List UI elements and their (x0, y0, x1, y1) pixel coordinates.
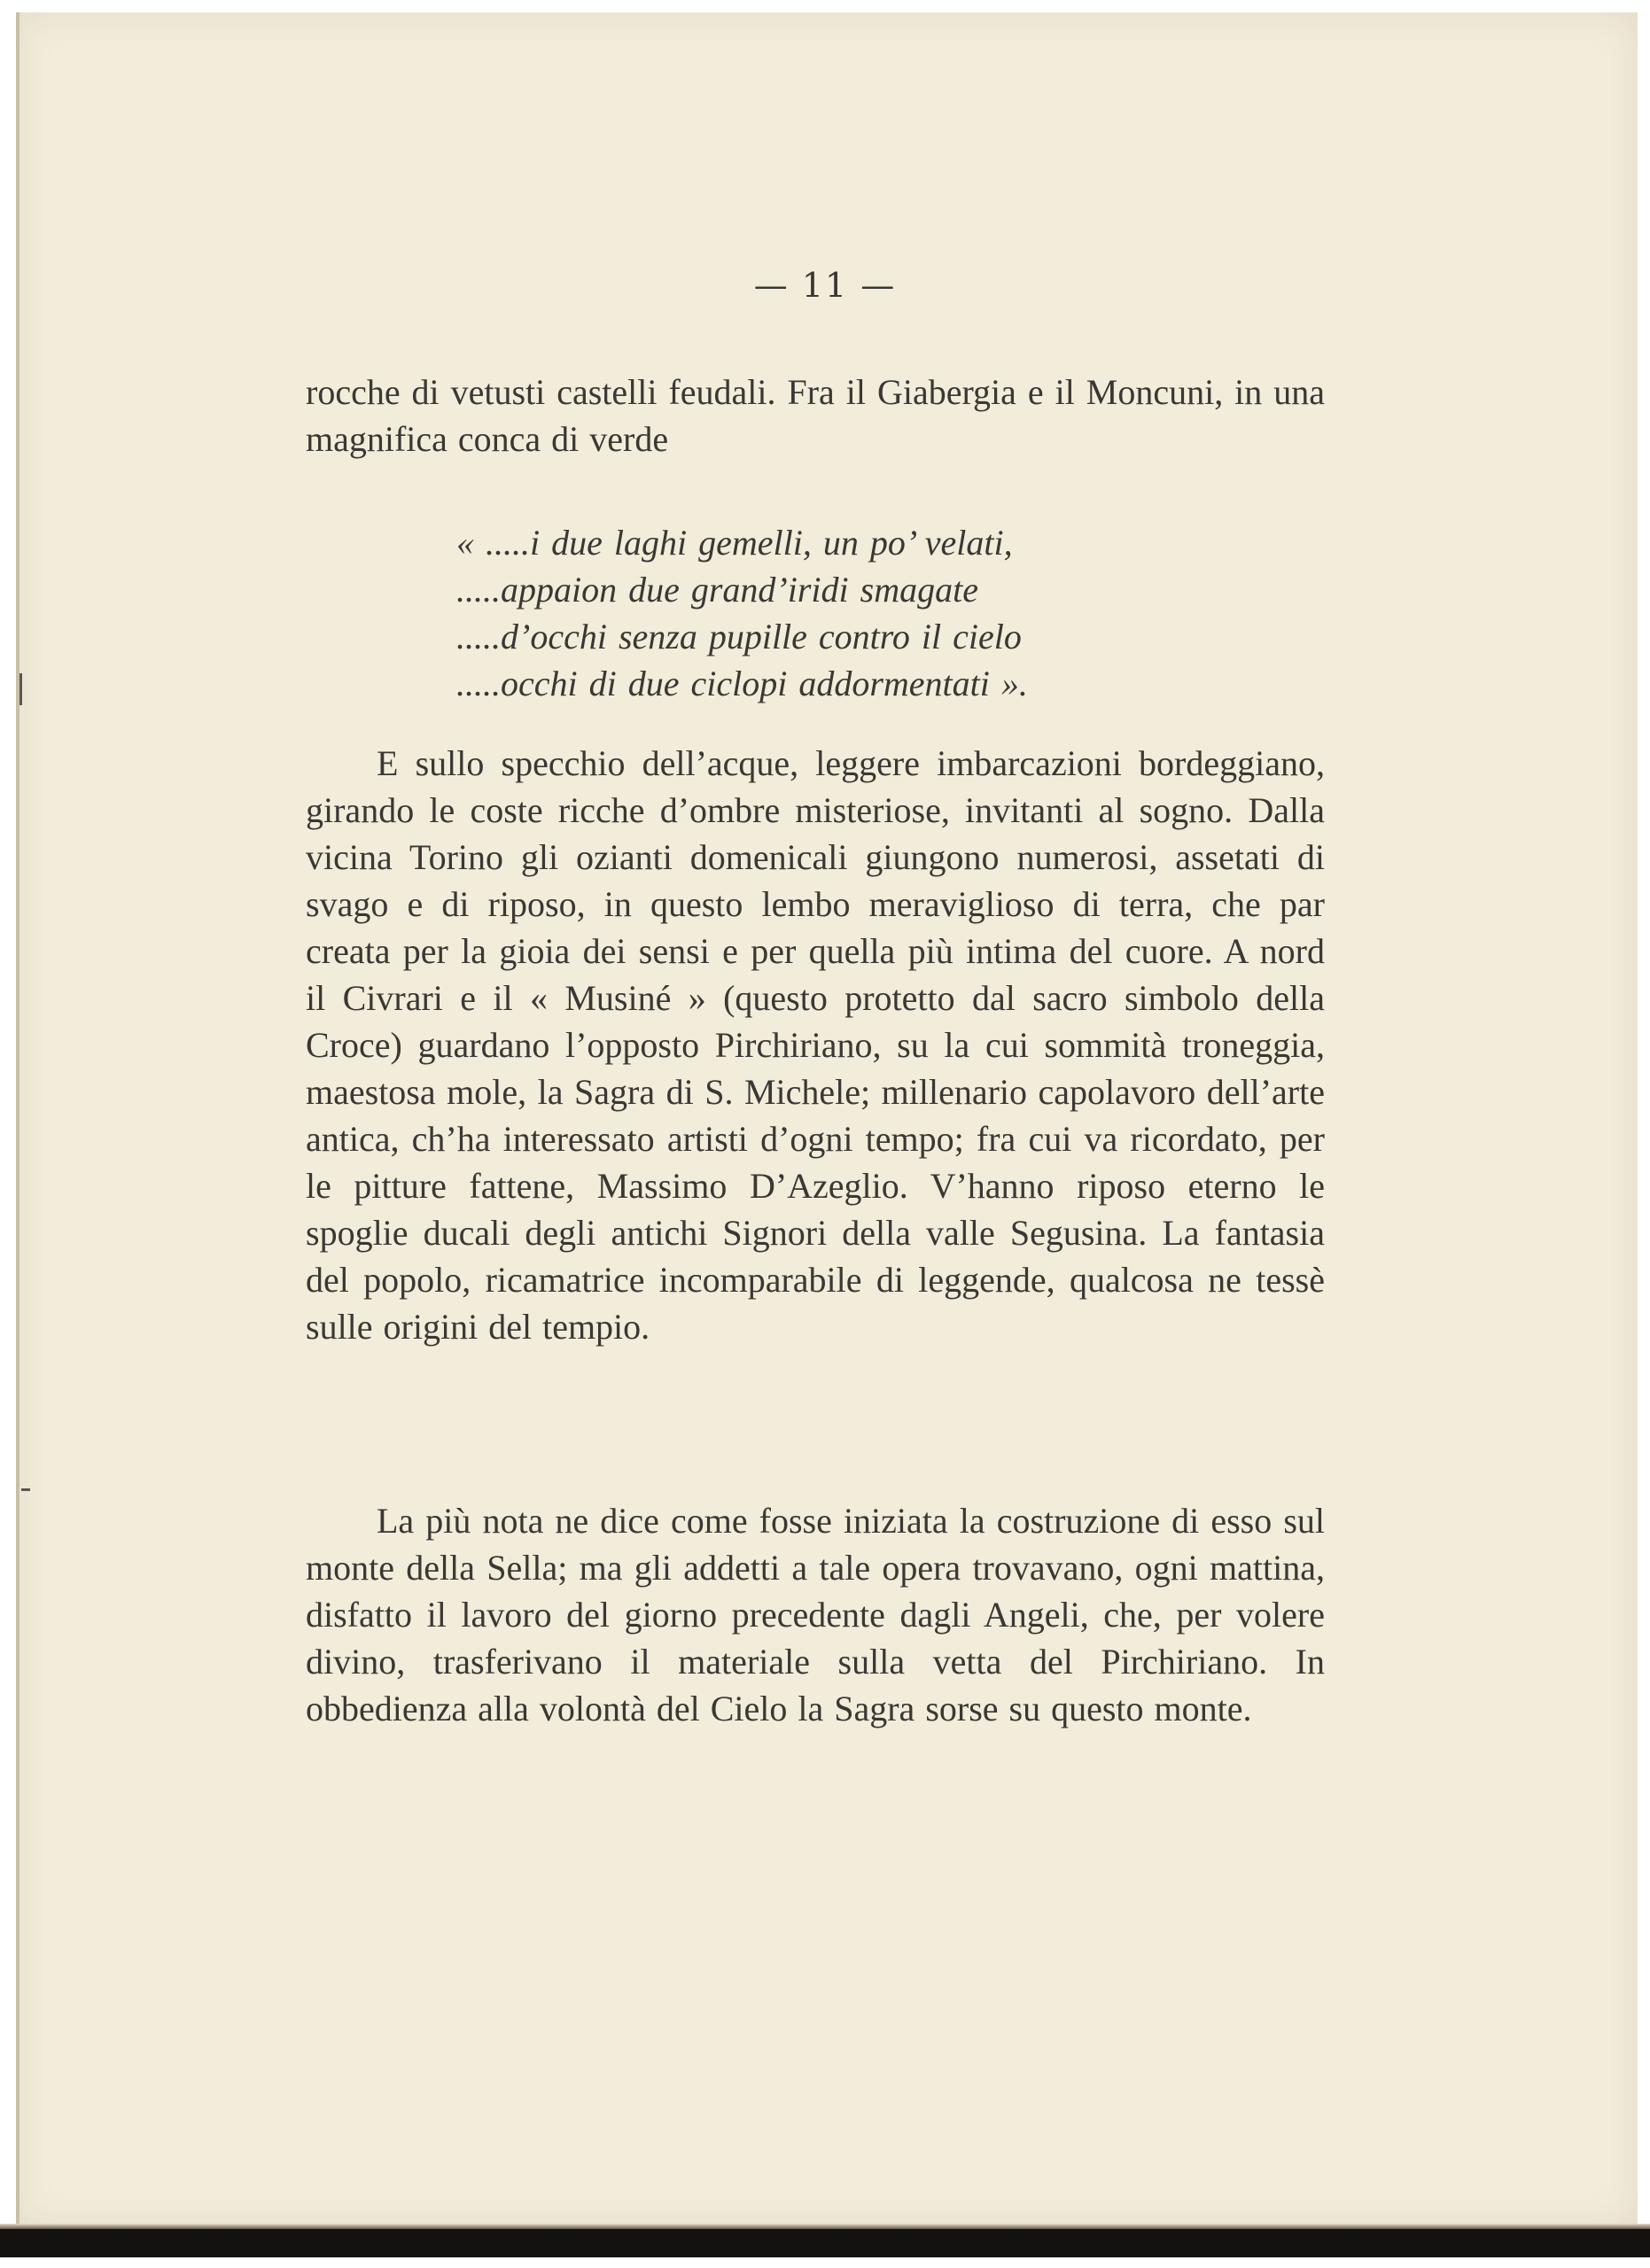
page-number: — 11 — (753, 266, 897, 305)
paragraph-3 (306, 1497, 1325, 1732)
paragraph-3-text: La più nota ne dice come fosse iniziata la costruzione di esso sul monte della Sella; ma gli addetti a tale opera trovavano, ogni mattina, disfatto il lavoro del giorno precedente dagli Angeli, che, per volere divino, trasferivano il materiale sulla vetta del Pirchiriano. In obbedienza alla volontà del Cielo la Sagra sorse su questo monte. (306, 1501, 1325, 1728)
verse-line-1: « .....i due laghi gemelli, un po’ velati, (456, 523, 1013, 563)
paragraph-1 (306, 369, 1325, 462)
verse-line-3: .....d’occhi senza pupille contro il cielo (456, 617, 1022, 656)
paragraph-1-text: rocche di vetusti castelli feudali. Fra il Giabergia e il Moncuni, in una magnifica conca di verde (306, 372, 1325, 459)
verse-line-4: .....occhi di due ciclopi addormentati ». (456, 664, 1028, 703)
paragraph-2-text: E sullo specchio dell’acque, leggere imbarcazioni bordeggiano, girando le coste ricche d’ombre misteriose, invitanti al sogno. Dalla vicina Torino gli ozianti domenicali giungono numerosi, assetati di svago e di riposo, in questo lembo meraviglioso di terra, che par creata per la gioia dei sensi e per quella più intima del cuore. A nord il Civrari e il « Musiné » (questo protetto dal sacro simbolo della Croce) guardano l’opposto Pirchiriano, su la cui sommità troneggia, maestosa mole, la Sagra di S. Michele; millenario capolavoro dell’arte antica, ch’ha interessato artisti d’ogni tempo; fra cui va ricordato, per le pitture fattene, Massimo D’Azeglio. V’hanno riposo eterno le spoglie ducali degli antichi Signori della valle Segusina. La fantasia del popolo, ricamatrice incomparabile di leggende, qualcosa ne tessè sulle origini del tempio. (306, 743, 1325, 1347)
paragraph-2 (306, 740, 1325, 1350)
page-left-edge (16, 12, 19, 2227)
verse-quotation (456, 519, 1343, 707)
scan-bottom-band (0, 2229, 1650, 2257)
binding-mark-1 (19, 673, 22, 705)
verse-line-2: .....appaion due grand’iridi smagate (456, 570, 978, 610)
binding-mark-2 (21, 1488, 30, 1491)
